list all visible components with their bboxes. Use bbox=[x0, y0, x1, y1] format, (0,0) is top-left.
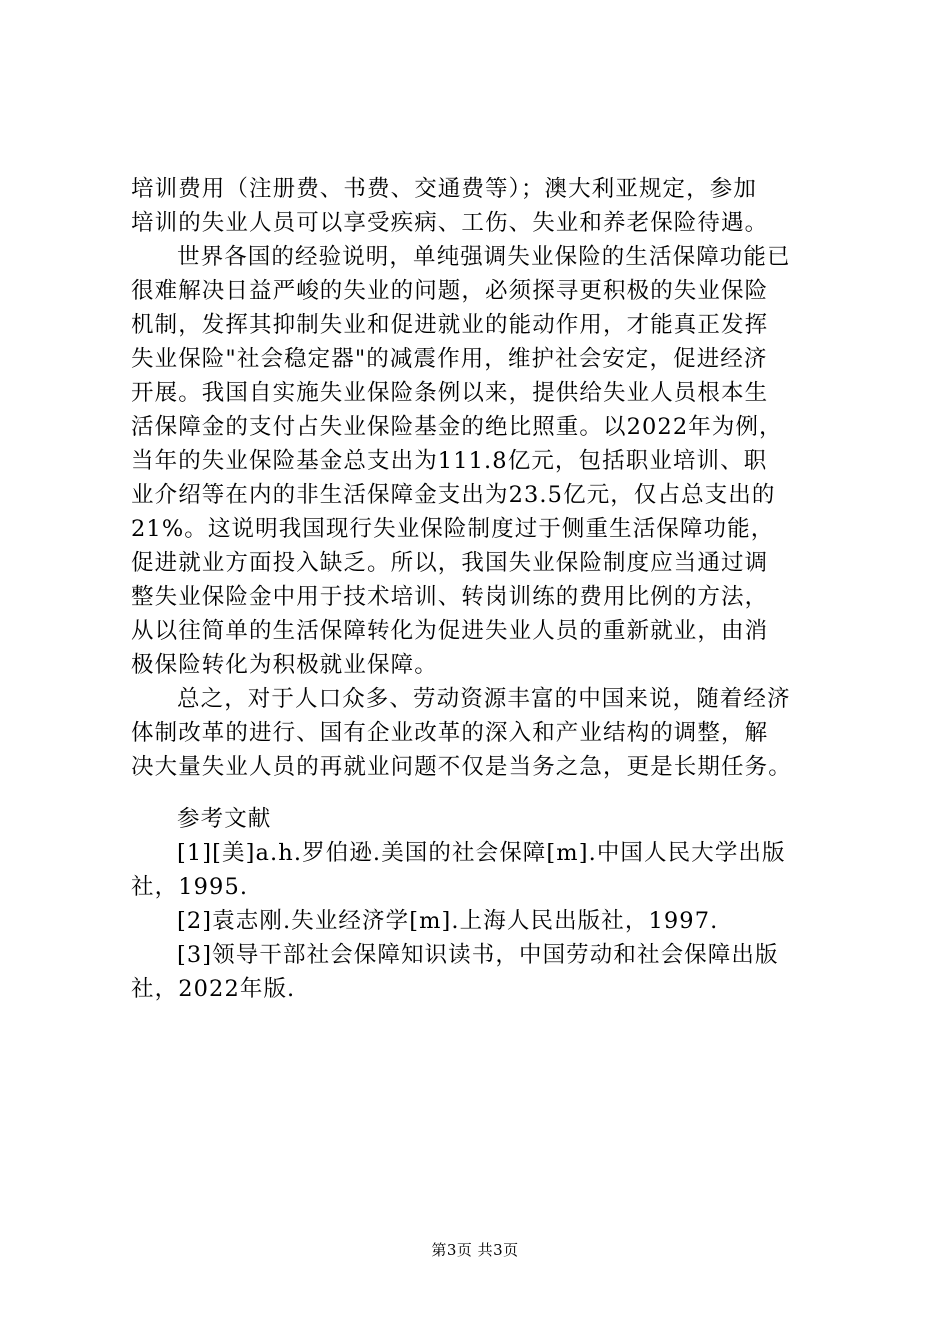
text-line: 培训的失业人员可以享受疾病、工伤、失业和养老保险待遇。 bbox=[131, 210, 769, 236]
document-body bbox=[131, 172, 821, 1006]
paragraph-spacer bbox=[131, 784, 821, 802]
reference-item-3: [3]领导干部社会保障知识读书，中国劳动和社会保障出版 bbox=[177, 942, 779, 968]
text-line: 21%。这说明我国现行失业保险制度过于侧重生活保障功能， bbox=[131, 516, 775, 542]
text-line: 机制，发挥其抑制失业和促进就业的能动作用，才能真正发挥 bbox=[131, 312, 769, 338]
page-number-footer: 第3页 共3页 bbox=[431, 1241, 519, 1259]
text-line: 总之，对于人口众多、劳动资源丰富的中国来说，随着经济 bbox=[177, 686, 791, 712]
text-line: 整失业保险金中用于技术培训、转岗训练的费用比例的方法， bbox=[131, 584, 769, 610]
paragraph bbox=[131, 172, 821, 240]
reference-item-1-continuation: 社，1995. bbox=[131, 874, 249, 900]
text-line: 世界各国的经验说明，单纯强调失业保险的生活保障功能已 bbox=[177, 244, 791, 270]
text-line: 促进就业方面投入缺乏。所以，我国失业保险制度应当通过调 bbox=[131, 550, 769, 576]
references-section bbox=[131, 802, 821, 1006]
text-line: 从以往简单的生活保障转化为促进失业人员的重新就业，由消 bbox=[131, 618, 769, 644]
text-line: 失业保险"社会稳定器"的减震作用，维护社会安定，促进经济 bbox=[131, 346, 768, 372]
text-line: 很难解决日益严峻的失业的问题，必须探寻更积极的失业保险 bbox=[131, 278, 769, 304]
text-line: 决大量失业人员的再就业问题不仅是当务之急，更是长期任务。 bbox=[131, 754, 792, 780]
reference-item-1: [1][美]a.h.罗伯逊.美国的社会保障[m].中国人民大学出版 bbox=[177, 840, 786, 866]
text-line: 活保障金的支付占失业保险基金的绝比照重。以2022年为例， bbox=[131, 414, 783, 440]
text-line: 开展。我国自实施失业保险条例以来，提供给失业人员根本生 bbox=[131, 380, 769, 406]
reference-item-2: [2]袁志刚.失业经济学[m].上海人民出版社，1997. bbox=[177, 908, 719, 934]
text-line: 当年的失业保险基金总支出为111.8亿元，包括职业培训、职 bbox=[131, 448, 768, 474]
reference-item-3-continuation: 社，2022年版. bbox=[131, 976, 296, 1002]
references-heading: 参考文献 bbox=[177, 806, 272, 832]
paragraph bbox=[131, 240, 821, 682]
text-line: 培训费用（注册费、书费、交通费等）；澳大利亚规定，参加 bbox=[131, 176, 757, 202]
text-line: 极保险转化为积极就业保障。 bbox=[131, 652, 438, 678]
text-line: 体制改革的进行、国有企业改革的深入和产业结构的调整，解 bbox=[131, 720, 769, 746]
paragraph bbox=[131, 682, 821, 784]
text-line: 业介绍等在内的非生活保障金支出为23.5亿元，仅占总支出的 bbox=[131, 482, 776, 508]
